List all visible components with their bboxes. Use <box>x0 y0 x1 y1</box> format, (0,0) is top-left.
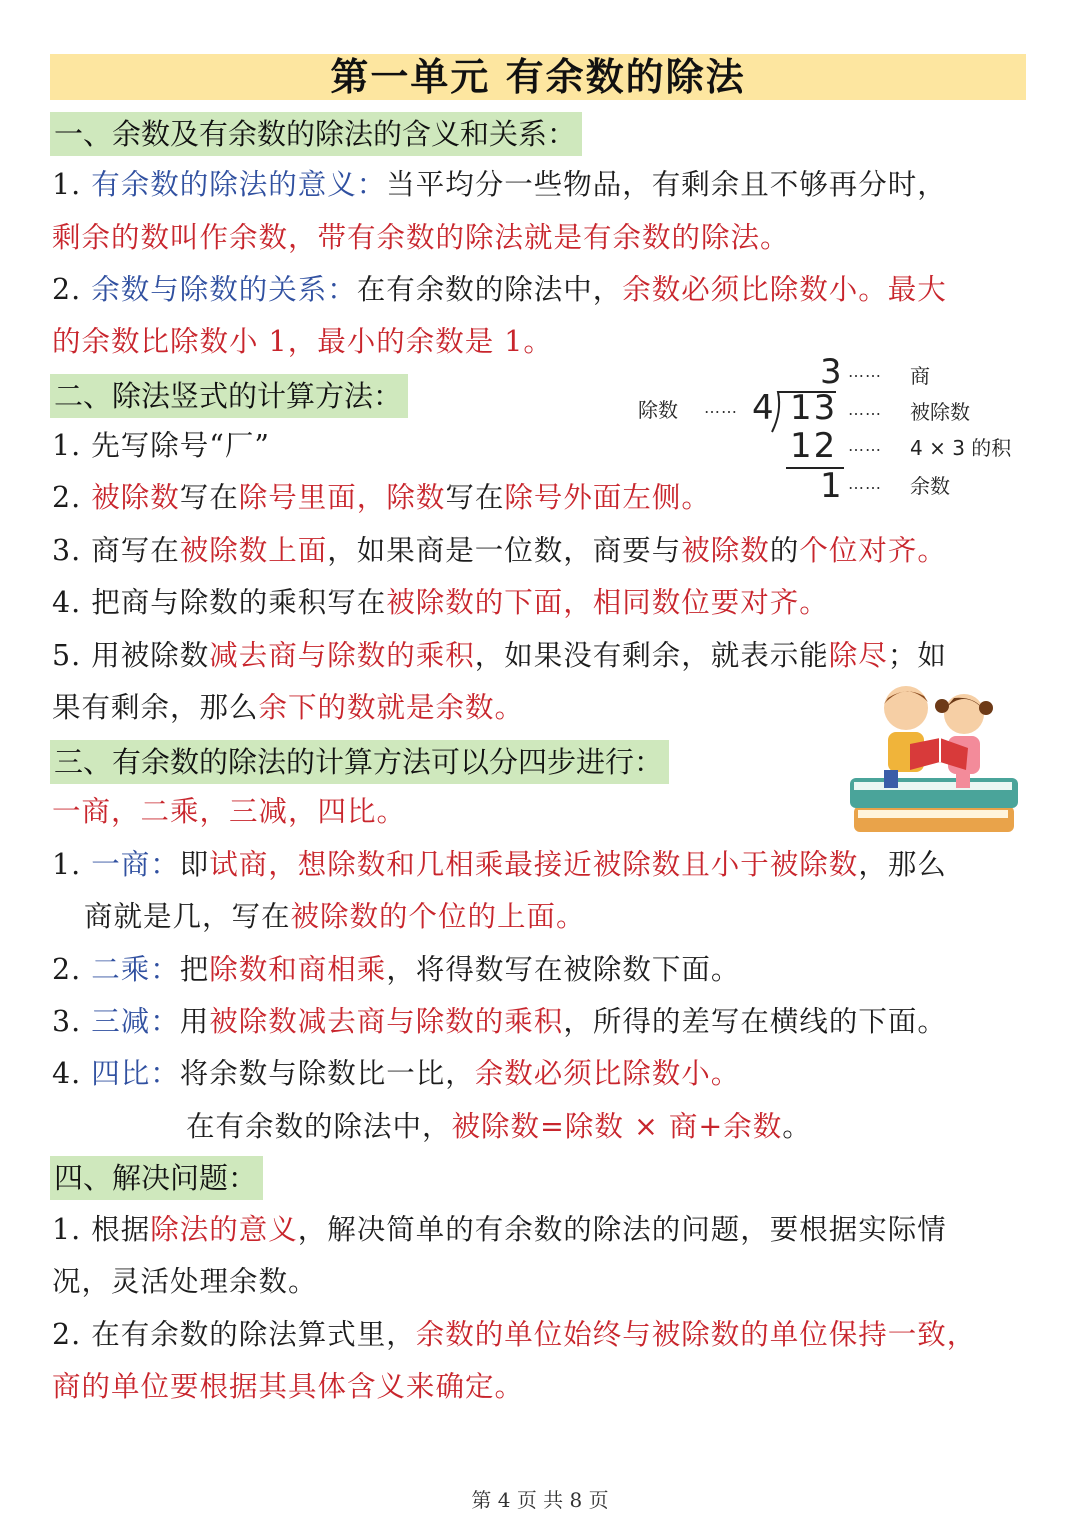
highlight: 被除数上面 <box>179 534 328 567</box>
s2-item-3 <box>52 531 947 571</box>
s2-item-4 <box>52 583 829 623</box>
text: 在有余数的除法中， <box>356 273 623 306</box>
highlight: 被除数 <box>91 481 180 514</box>
label-remainder: 余数 <box>910 474 950 498</box>
text: 5. 用被除数 <box>52 639 210 672</box>
s1-item-1-line-2: 剩余的数叫作余数，带有余数的除法就是有余数的除法。 <box>52 221 790 254</box>
text: ，所得的差写在横线的下面。 <box>563 1005 947 1038</box>
item-number: 4. <box>52 1057 82 1090</box>
highlight: 被除数的个位的上面。 <box>290 900 586 933</box>
item-number: 2. <box>52 273 82 306</box>
dots: …… <box>848 400 882 419</box>
text: 2. 在有余数的除法算式里， <box>52 1318 416 1351</box>
s2-item-1: 1. 先写除号“厂” <box>52 429 270 462</box>
s1-item-2-line-2: 的余数比除数小 1，最小的余数是 1。 <box>52 325 553 358</box>
highlight: 除号里面， <box>238 481 387 514</box>
text: 写在 <box>445 481 505 514</box>
label-product: 4 × 3 的积 <box>910 436 1012 460</box>
term: 三减： <box>91 1005 180 1038</box>
section-2-heading: 二、除法竖式的计算方法： <box>50 374 408 418</box>
dots: …… <box>848 362 882 381</box>
highlight: 余数必须比除数小。最大 <box>622 273 947 306</box>
text: 。 <box>288 1265 318 1298</box>
s3-item-1-line-2 <box>84 897 586 937</box>
term: 有余数的除法的意义： <box>91 168 387 201</box>
s3-item-1 <box>52 845 947 885</box>
highlight: 除数和商相乘 <box>209 953 387 986</box>
s4-item-2-line-2: 商的单位要根据其具体含义来确定。 <box>52 1370 525 1403</box>
section-1-heading: 一、余数及有余数的除法的含义和关系： <box>50 112 582 156</box>
text: 在有余数的除法中， <box>186 1110 452 1143</box>
text: 4. 把商与除数的乘积写在 <box>52 586 387 619</box>
text: ，如果没有剩余，就表示能 <box>474 639 829 672</box>
highlight: 被除数的下面，相同数位要对齐。 <box>386 586 829 619</box>
formula: 被除数=除数 × 商+余数 <box>451 1110 783 1143</box>
highlight: 余下的数就是余数。 <box>258 691 525 724</box>
s3-item-4 <box>52 1054 740 1094</box>
s2-item-5 <box>52 636 947 676</box>
s1-item-1 <box>52 165 947 205</box>
item-number: 3. <box>52 1005 82 1038</box>
text: 3. 商写在 <box>52 534 180 567</box>
highlight: 个位对齐。 <box>799 534 947 567</box>
long-division-diagram <box>630 352 1050 512</box>
term: 余数与除数的关系： <box>91 273 357 306</box>
section-3-heading: 三、有余数的除法的计算方法可以分四步进行： <box>50 740 669 784</box>
highlight: 试商，想除数和几相乘最接近被除数且小于被除数 <box>209 848 859 881</box>
text: 把 <box>179 953 210 986</box>
dividend: 13 <box>790 388 838 428</box>
quotient: 3 <box>820 352 842 392</box>
text: 。 <box>782 1110 812 1143</box>
s1-item-2 <box>52 270 947 310</box>
label-quotient: 商 <box>910 364 930 388</box>
kids-reading-illustration <box>844 678 1024 838</box>
dots: …… <box>704 398 738 417</box>
text: 灵活处理余数 <box>111 1265 289 1298</box>
highlight: 减去商与除数的乘积 <box>209 639 475 672</box>
text: 即 <box>179 848 210 881</box>
s2-item-5-line-2 <box>52 688 524 728</box>
s3-steps-summary: 一商，二乘，三减，四比。 <box>52 795 407 828</box>
item-number: 1. <box>52 168 82 201</box>
term: 四比： <box>91 1057 180 1090</box>
page-footer: 第 4 页 共 8 页 <box>471 1488 609 1512</box>
divisor: 4 <box>752 388 774 428</box>
highlight: 除尽 <box>828 639 888 672</box>
s3-item-2 <box>52 950 740 990</box>
text: ；如 <box>887 639 947 672</box>
term: 一商： <box>91 848 180 881</box>
s3-formula <box>186 1107 812 1147</box>
item-number: 2. <box>52 953 82 986</box>
text: ，那么 <box>858 848 947 881</box>
highlight: 除号外面左侧。 <box>504 481 711 514</box>
s4-item-2 <box>52 1315 976 1355</box>
text: 写在 <box>179 481 239 514</box>
text: ，解决简单的有余数的除法的问题，要根据实际情 <box>297 1213 947 1246</box>
page-title: 第一单元 有余数的除法 <box>50 54 1026 100</box>
s4-item-1 <box>52 1210 947 1250</box>
highlight: 余数的单位始终与被除数的单位保持一致， <box>415 1318 977 1351</box>
text: ，如果商是一位数，商要与 <box>327 534 682 567</box>
text: 用 <box>179 1005 210 1038</box>
s4-item-1-line-2 <box>52 1262 318 1302</box>
highlight: 余数必须比除数小。 <box>474 1057 741 1090</box>
text: ，将得数写在被除数下面。 <box>386 953 741 986</box>
highlight: 被除数减去商与除数的乘积 <box>209 1005 564 1038</box>
highlight: 被除数 <box>681 534 770 567</box>
label-divisor: 除数 <box>638 398 678 422</box>
text: 果有剩余，那么 <box>52 691 259 724</box>
dots: …… <box>848 474 882 493</box>
label-dividend: 被除数 <box>910 400 970 424</box>
remainder: 1 <box>820 466 842 506</box>
s2-item-2 <box>52 478 711 518</box>
term: 二乘： <box>91 953 180 986</box>
text: 商就是几，写在 <box>84 900 291 933</box>
item-number: 1. <box>52 848 82 881</box>
product: 12 <box>790 426 838 466</box>
s3-item-3 <box>52 1002 947 1042</box>
text: 将余数与除数比一比， <box>179 1057 475 1090</box>
highlight: 除数 <box>386 481 446 514</box>
dots: …… <box>848 436 882 455</box>
text: 的 <box>769 534 800 567</box>
section-4-heading: 四、解决问题： <box>50 1156 263 1200</box>
highlight: 除法的意义 <box>150 1213 298 1246</box>
text: 当平均分一些物品，有剩余且不够再分时， <box>386 168 947 201</box>
item-number: 2. <box>52 481 92 514</box>
text: 况， <box>52 1265 112 1298</box>
text: 1. 根据 <box>52 1213 151 1246</box>
